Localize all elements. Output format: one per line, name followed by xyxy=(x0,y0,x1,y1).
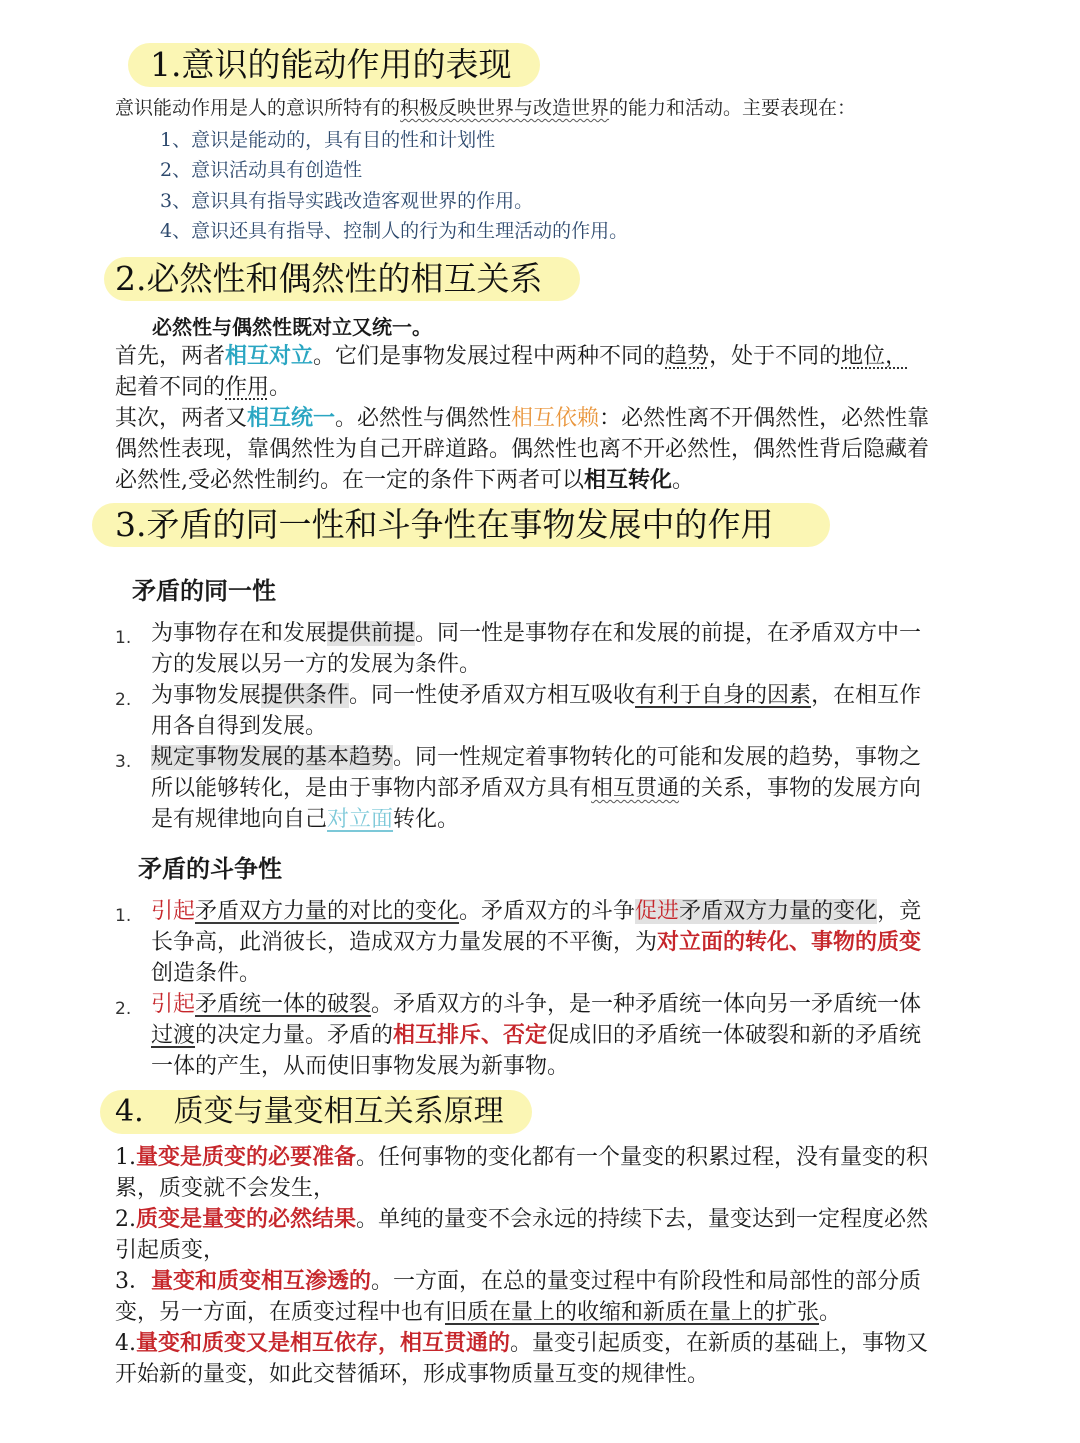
section1-title: 1.意识的能动作用的表现 xyxy=(150,45,512,84)
item-text: 的决定力量。矛盾的 xyxy=(195,1023,394,1048)
item-text: 。一方面，在总的量变过程中有阶段性和局部性的部分质变，另一方面，在质变过程中也有 xyxy=(115,1269,922,1325)
p1-text: 首先，两者 xyxy=(115,344,226,369)
item-red-bold: 量变和质变相互渗透的 xyxy=(151,1268,372,1294)
item-text: 的关系，事物的发展方向是有规律地向自己 xyxy=(151,776,922,832)
s4-item-4 xyxy=(115,1328,939,1390)
p2-text: 其次，两者又 xyxy=(115,406,248,431)
p2-text: ：必然性离不开偶然性，必然性靠偶然性表现，靠偶然性为自己开辟道路。偶然性也离不开必然性，偶然性背后隐藏着必然性,受必然性制约。在一定的条件下两者可以 xyxy=(115,406,930,493)
item-text: 促成旧的矛盾统一体破裂和新的矛盾统一体的产生，从而使旧事物发展为新事物。 xyxy=(151,1023,922,1079)
intro-emphasis: 积极反映世界与改造世界 xyxy=(400,97,610,119)
item-underline: 旧质在量上的收缩和新质在量上的扩张 xyxy=(445,1300,820,1325)
item-red-bold: 对立面的转化、事物的质变 xyxy=(657,929,922,955)
intro-text-end: 的能力和活动。主要表现在： xyxy=(609,97,857,119)
p1-text: 。 xyxy=(269,375,292,400)
item-number: 3. xyxy=(115,752,132,772)
section1-item-3: 3、意识具有指导实践改造客观世界的作用。 xyxy=(160,190,534,212)
p1-trend: 趋势 xyxy=(665,344,710,369)
item-text: 。单纯的量变不会永远的持续下去，量变达到一定程度必然引起质变， xyxy=(115,1207,929,1263)
struggle-item-1 xyxy=(115,896,939,989)
item-red: 引起 xyxy=(151,992,196,1017)
item-red-bold: 相互排斥、否定 xyxy=(393,1022,548,1048)
item-text: 。量变引起质变，在新质的基础上，事物又开始新的量变，如此交替循环，形成事物质量互变的规律性。 xyxy=(115,1331,929,1387)
s4-item-3 xyxy=(115,1266,939,1328)
section1-intro xyxy=(115,93,939,123)
item-number: 1. xyxy=(115,906,132,926)
intro-text: 意识能动作用是人的意识所特有的 xyxy=(115,97,401,119)
section1-item-4: 4、意识还具有指导、控制人的行为和生理活动的作用。 xyxy=(160,220,629,242)
item-text: 。同一性规定着事物转化的可能和发展的趋势，事物之所以能够转化，是由于事物内部矛盾双方具有 xyxy=(151,745,922,801)
item-wavy: 相互贯通 xyxy=(591,776,680,801)
section3-sub-struggle: 矛盾的斗争性 xyxy=(138,855,282,883)
p1-role: 作用 xyxy=(225,375,270,400)
item-underline: 有利于自身的因素 xyxy=(635,683,812,708)
item-text: 为事物存在和发展 xyxy=(151,621,328,646)
item-underline: 矛盾双方力量的对比的变化 xyxy=(195,899,460,924)
item-red: 引起 xyxy=(151,899,196,924)
p1-text: ，处于不同的 xyxy=(709,344,842,369)
struggle-item-2 xyxy=(115,989,939,1082)
section2-para2 xyxy=(115,403,939,496)
item-red-bold: 量变是质变的必要准备 xyxy=(136,1144,357,1170)
item-key: 基本趋势 xyxy=(305,745,394,770)
section1-item-2: 2、意识活动具有创造性 xyxy=(160,159,363,181)
item-key: 规定事物发展的 xyxy=(151,745,306,770)
item-number: 2. xyxy=(115,1207,136,1232)
identity-item-1 xyxy=(115,618,939,680)
identity-item-2 xyxy=(115,680,939,742)
item-number: 2. xyxy=(115,999,132,1019)
item-number: 1. xyxy=(115,628,132,648)
item-text: 。同一性是事物存在和发展的前提，在矛盾双方中一方的发展以另一方的发展为条件。 xyxy=(151,621,922,677)
item-key: 矛盾双方力量的变化 xyxy=(679,899,878,924)
p2-transform: 相互转化 xyxy=(584,467,673,493)
item-text: 转化。 xyxy=(393,807,460,832)
item-number: 1. xyxy=(115,1145,136,1170)
item-text: 。矛盾双方的斗争，是一种矛盾统一体向另一矛盾统一体 xyxy=(371,992,922,1017)
p2-text: 。 xyxy=(672,468,695,493)
section4-title: 4. 质变与量变相互关系原理 xyxy=(115,1094,504,1129)
p2-unity: 相互统一 xyxy=(247,405,336,431)
item-text: 。同一性使矛盾双方相互吸收 xyxy=(349,683,636,708)
item-text: ，在相互作用各自得到发展。 xyxy=(151,683,922,739)
identity-item-3 xyxy=(115,742,939,835)
item-number: 4. xyxy=(115,1331,136,1356)
item-text: 。 xyxy=(819,1300,842,1325)
item-text: 。矛盾双方的斗争 xyxy=(459,899,636,924)
p1-opposition: 相互对立 xyxy=(225,343,314,369)
item-text: 为事物发展 xyxy=(151,683,262,708)
s4-item-2 xyxy=(115,1204,939,1266)
item-text: 。任何事物的变化都有一个量变的积累过程，没有量变的积累，质变就不会发生， xyxy=(115,1145,929,1201)
section3-sub-identity: 矛盾的同一性 xyxy=(132,577,276,605)
item-red-bold: 质变是量变的必然结果 xyxy=(136,1206,357,1232)
p1-text: 。它们是事物发展过程中两种不同的 xyxy=(313,344,666,369)
item-underline: 过渡 xyxy=(151,1023,196,1048)
section3-title: 3.矛盾的同一性和斗争性在事物发展中的作用 xyxy=(115,505,774,544)
section1-item-1: 1、意识是能动的，具有目的性和计划性 xyxy=(160,129,496,151)
item-number: 2. xyxy=(115,690,132,710)
item-text: ，竞长争高，此消彼长，造成双方力量发展的不平衡，为 xyxy=(151,899,922,955)
item-key: 提供条件 xyxy=(261,683,350,708)
s4-item-1 xyxy=(115,1142,939,1204)
item-red: 促进 xyxy=(635,899,680,924)
section2-para1 xyxy=(115,341,939,403)
p2-dependence: 相互依赖 xyxy=(511,406,600,431)
item-text: 创造条件。 xyxy=(151,961,262,986)
item-number: 3． xyxy=(115,1269,151,1294)
item-underline: 矛盾统一体的破裂 xyxy=(195,992,372,1017)
item-key: 提供前提 xyxy=(327,621,416,646)
p1-status: 地位， xyxy=(841,344,908,369)
section2-title: 2.必然性和偶然性的相互关系 xyxy=(115,259,543,298)
item-red-bold: 量变和质变又是相互依存，相互贯通的 xyxy=(136,1330,511,1356)
item-opposite: 对立面 xyxy=(327,807,394,832)
p2-text: 。必然性与偶然性 xyxy=(335,406,512,431)
section2-lead: 必然性与偶然性既对立又统一。 xyxy=(152,315,432,339)
p1-text: 起着不同的 xyxy=(115,375,226,400)
